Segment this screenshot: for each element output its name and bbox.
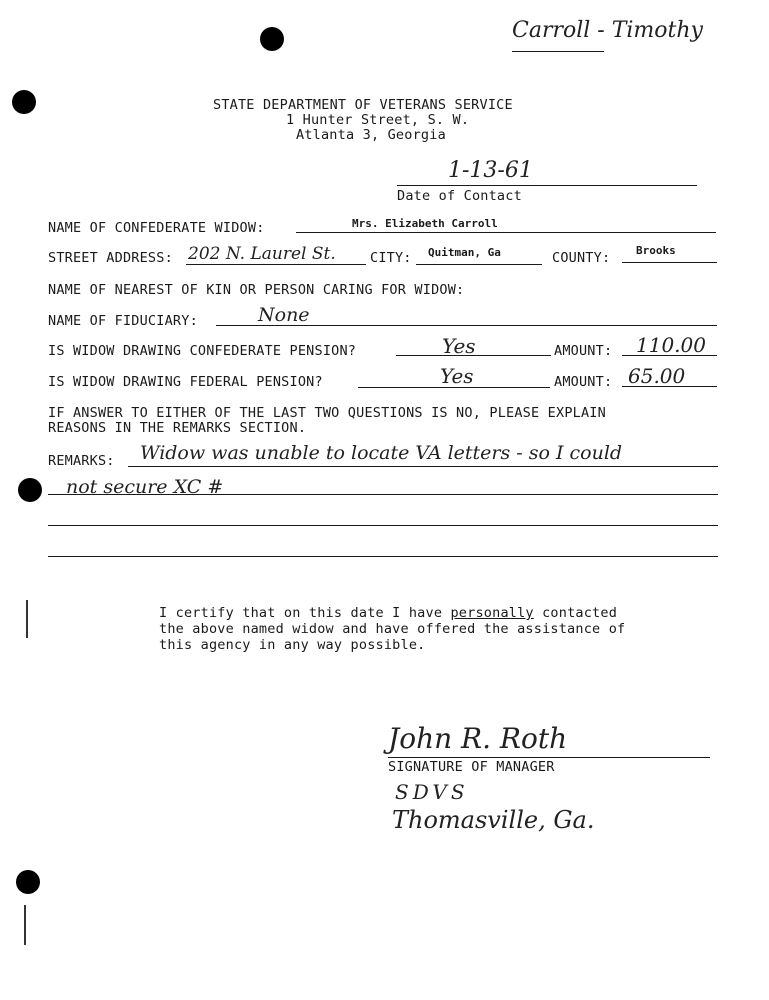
remarks-line-2: [48, 494, 718, 495]
county-label: COUNTY:: [552, 250, 611, 266]
signature-org: SDVS: [395, 780, 469, 804]
header-handwriting: Carroll - Timothy: [512, 18, 703, 43]
federal-amount-line: [622, 386, 717, 387]
punch-hole-left-lower: [16, 870, 40, 894]
certification-line-1: [159, 606, 617, 621]
header-underline: [512, 51, 604, 52]
department-street: 1 Hunter Street, S. W.: [286, 112, 470, 128]
certification-line-1-pre: I certify that on this date I have: [159, 605, 451, 621]
signature-label: SIGNATURE OF MANAGER: [388, 759, 555, 775]
federal-pension-value: Yes: [440, 364, 474, 388]
instructions-line-1: IF ANSWER TO EITHER OF THE LAST TWO QUESTIONS IS NO, PLEASE EXPLAIN: [48, 405, 606, 421]
confederate-pension-line: [396, 355, 551, 356]
contact-date-label: Date of Contact: [397, 188, 522, 204]
certification-line-1-post: contacted: [533, 605, 618, 621]
confederate-pension-value: Yes: [442, 334, 476, 358]
certification-emphasis: personally: [450, 605, 534, 621]
widow-name-label: NAME OF CONFEDERATE WIDOW:: [48, 220, 265, 236]
remarks-label: REMARKS:: [48, 453, 115, 469]
city-label: CITY:: [370, 250, 412, 266]
widow-name-value: Mrs. Elizabeth Carroll: [352, 217, 498, 230]
manager-signature: John R. Roth: [388, 722, 568, 755]
nearest-kin-label: NAME OF NEAREST OF KIN OR PERSON CARING FOR WIDOW:: [48, 282, 465, 298]
confederate-pension-label: IS WIDOW DRAWING CONFEDERATE PENSION?: [48, 343, 357, 359]
federal-pension-line: [358, 387, 550, 388]
federal-amount-value: 65.00: [628, 364, 686, 388]
city-line: [416, 264, 542, 265]
punch-hole-left-upper: [12, 90, 36, 114]
remarks-line-1-text: Widow was unable to locate VA letters - so I could: [140, 442, 623, 464]
department-city: Atlanta 3, Georgia: [296, 127, 446, 143]
federal-pension-label: IS WIDOW DRAWING FEDERAL PENSION?: [48, 374, 323, 390]
fiduciary-value: None: [258, 304, 310, 326]
remarks-line-1: [128, 466, 718, 467]
remarks-line-4: [48, 556, 718, 557]
binding-mark: [26, 600, 28, 638]
federal-amount-label: AMOUNT:: [554, 374, 613, 390]
punch-hole-left-middle: [18, 478, 42, 502]
contact-date-value: 1-13-61: [448, 158, 533, 183]
signature-location: Thomasville, Ga.: [392, 806, 595, 834]
certification-line-2: the above named widow and have offered the assistance of: [159, 621, 626, 637]
contact-date-line: [397, 185, 697, 186]
punch-hole-top: [260, 27, 284, 51]
widow-name-line: [296, 232, 716, 233]
instructions-line-2: REASONS IN THE REMARKS SECTION.: [48, 420, 307, 436]
fiduciary-label: NAME OF FIDUCIARY:: [48, 313, 198, 329]
remarks-line-2-text: not secure XC #: [66, 476, 224, 498]
department-name: STATE DEPARTMENT OF VETERANS SERVICE: [213, 97, 513, 113]
confederate-amount-line: [622, 355, 717, 356]
street-address-label: STREET ADDRESS:: [48, 250, 173, 266]
city-value: Quitman, Ga: [428, 246, 501, 259]
remarks-line-3: [48, 525, 718, 526]
confederate-amount-label: AMOUNT:: [554, 343, 613, 359]
signature-line: [388, 757, 710, 758]
street-address-line: [186, 264, 366, 265]
confederate-amount-value: 110.00: [636, 333, 706, 357]
binding-mark: [24, 905, 26, 945]
certification-line-3: this agency in any way possible.: [159, 637, 426, 653]
county-line: [622, 262, 717, 263]
county-value: Brooks: [636, 244, 676, 257]
street-address-value: 202 N. Laurel St.: [188, 244, 336, 264]
fiduciary-line: [216, 325, 717, 326]
